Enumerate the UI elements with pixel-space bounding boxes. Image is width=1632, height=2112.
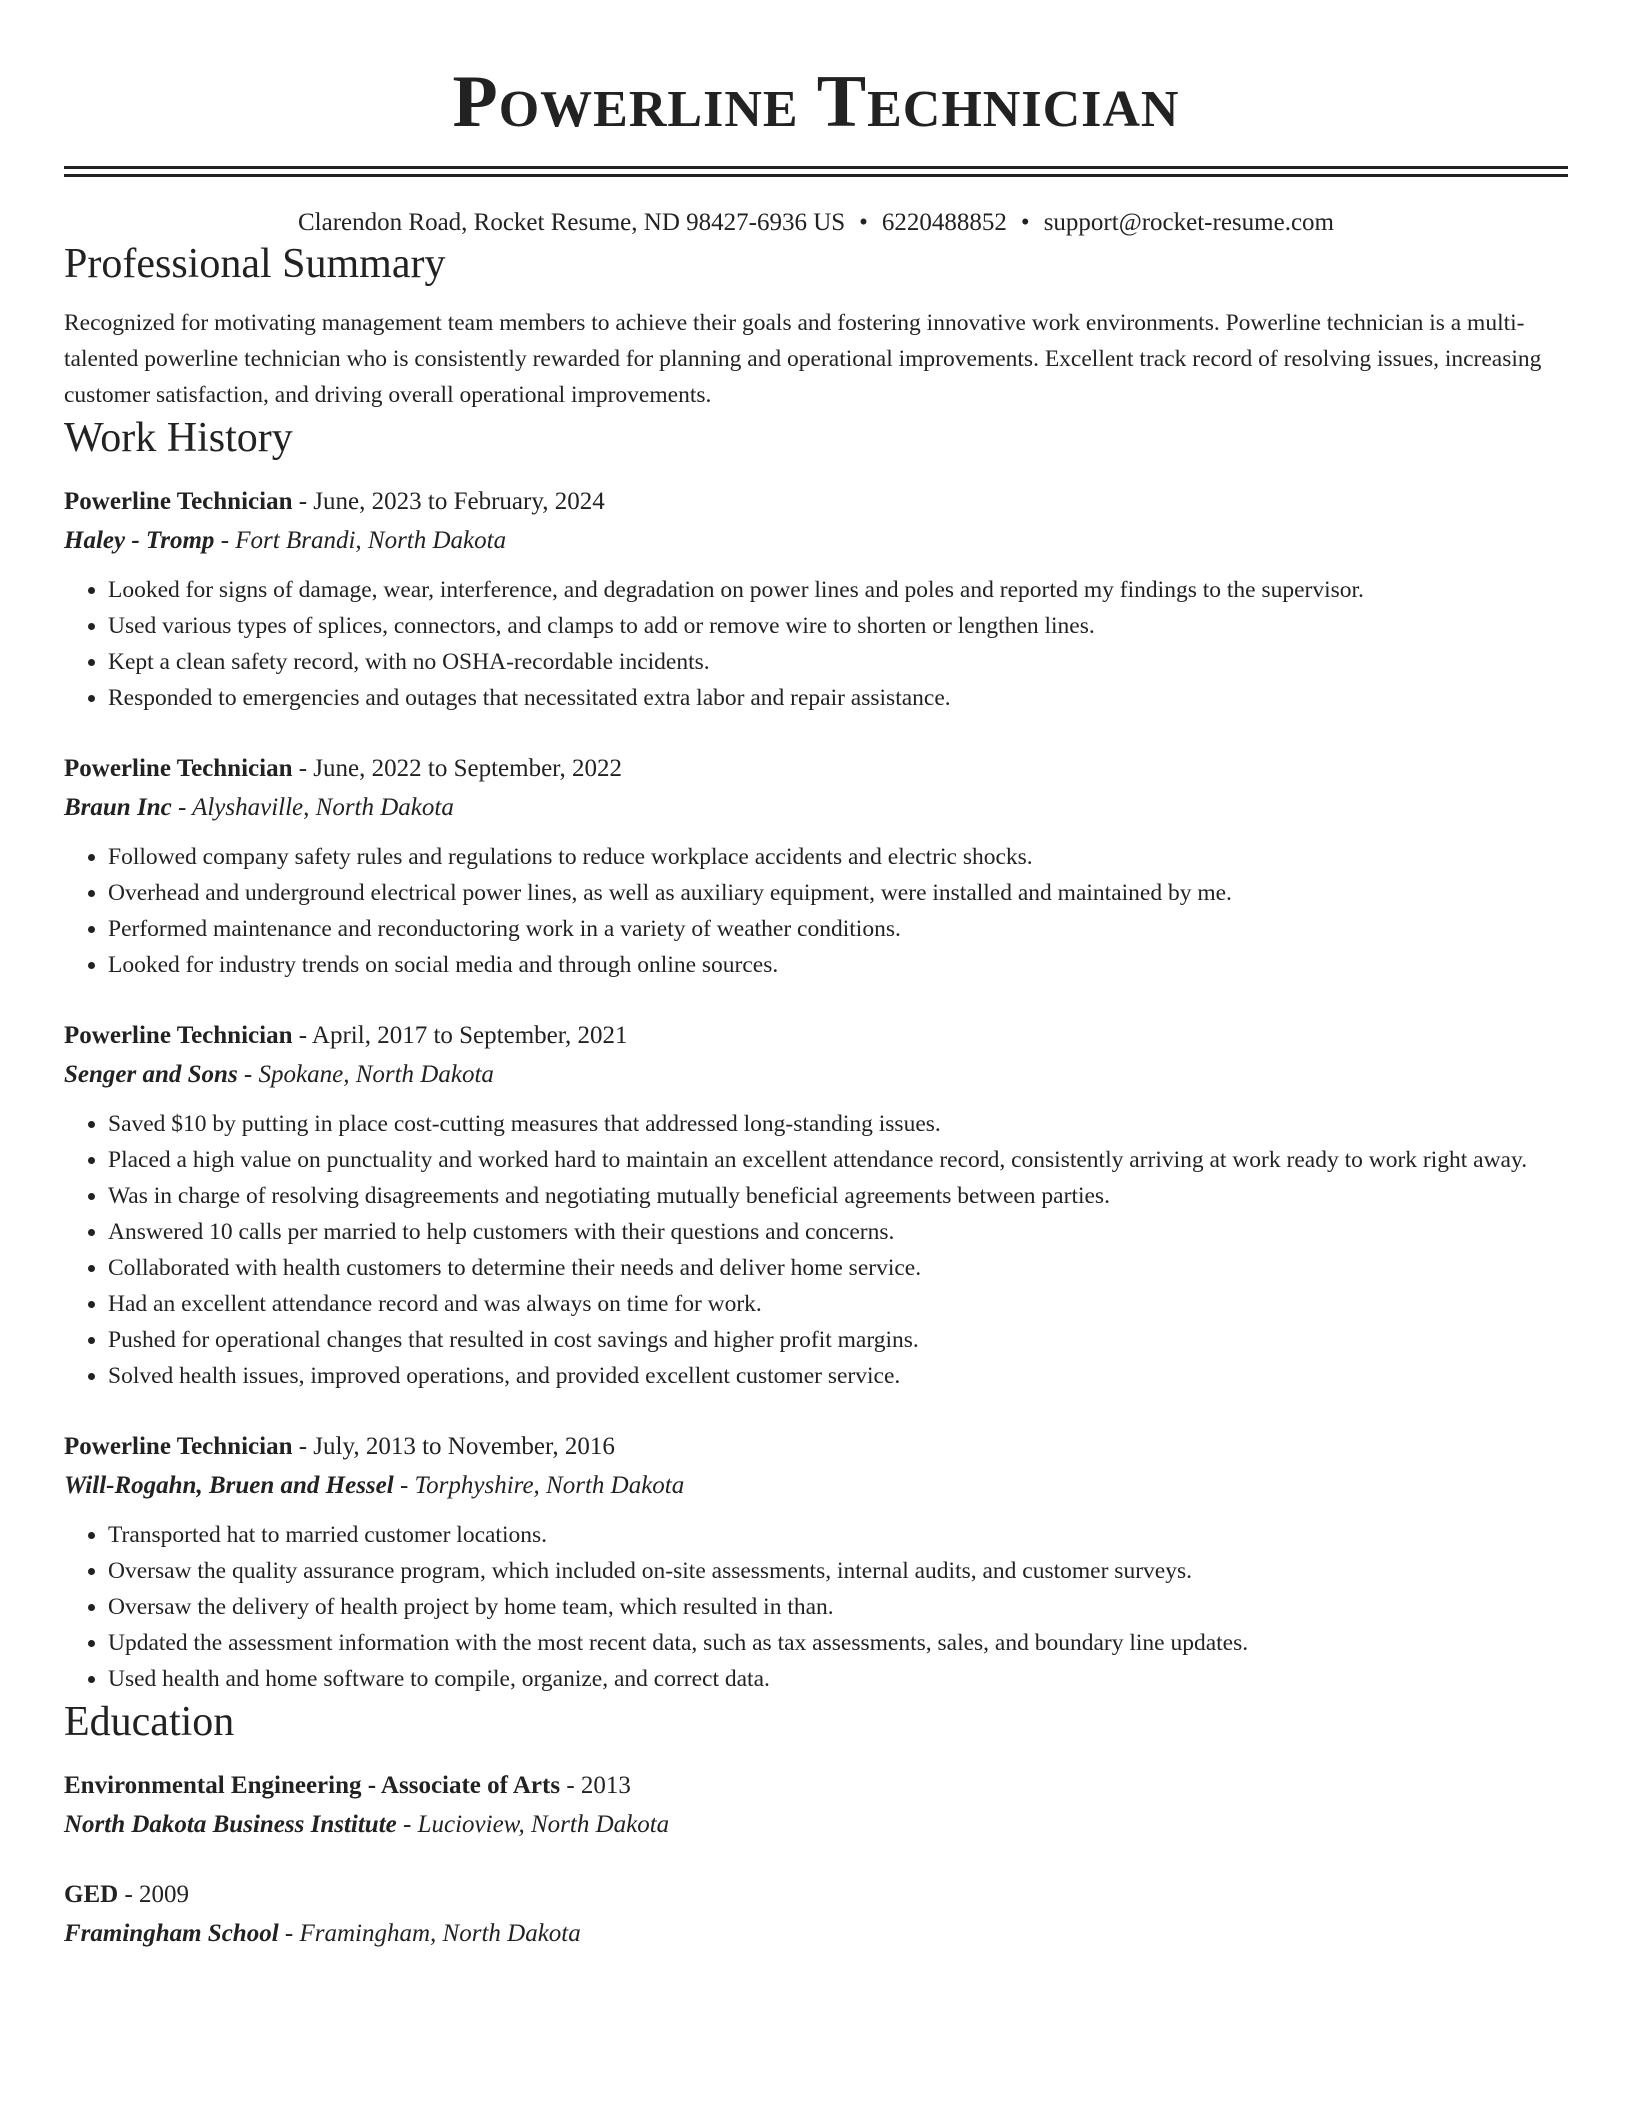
- education-school-line: [64, 1805, 1568, 1844]
- job-bullet: • Saved $10 by putting in place cost-cutting measures that addressed long-standing issues.: [108, 1106, 1568, 1142]
- education-year: - 2009: [118, 1881, 190, 1908]
- job-bullet: • Updated the assessment information with the most recent data, such as tax assessments, sales, and boundary line updates.: [108, 1625, 1568, 1661]
- job-location: - Torphyshire, North Dakota: [393, 1472, 685, 1499]
- job-position: Powerline Technician: [64, 1022, 293, 1049]
- resume-name: Powerline Technician: [452, 61, 1180, 143]
- contact-address: Clarendon Road, Rocket Resume, ND 98427-6936 US: [298, 209, 846, 236]
- education-degree-line: [64, 1876, 1568, 1914]
- education-location: - Lucioview, North Dakota: [396, 1811, 670, 1838]
- job-company-line: [64, 1055, 1568, 1094]
- job-bullet: • Performed maintenance and reconductoring work in a variety of weather conditions.: [108, 911, 1568, 947]
- job-entry: [64, 483, 1568, 716]
- contact-phone: 6220488852: [881, 209, 1007, 236]
- education-location: - Framingham, North Dakota: [278, 1920, 581, 1947]
- job-bullet: • Pushed for operational changes that resulted in cost savings and higher profit margins.: [108, 1322, 1568, 1358]
- summary-text: Recognized for motivating management team members to achieve their goals and fostering innovative work environments. Powerline technician is a multi-talented powerline technician who is consistently rewarded for planning and operational improvements. Excellent track record of resolving issues, increasing customer satisfaction, and driving overall operational improvements.: [64, 310, 1542, 408]
- job-entry: [64, 1428, 1568, 1697]
- job-bullet: • Used various types of splices, connectors, and clamps to add or remove wire to shorten or lengthen lines.: [108, 608, 1568, 644]
- contact-separator: •: [859, 209, 868, 236]
- education-school: Framingham School: [64, 1920, 279, 1947]
- job-bullet: • Had an excellent attendance record and was always on time for work.: [108, 1286, 1568, 1322]
- education-year: - 2013: [560, 1772, 631, 1799]
- job-company: Haley - Tromp: [64, 527, 215, 554]
- job-bullet: • Looked for industry trends on social media and through online sources.: [108, 947, 1568, 983]
- job-bullet: • Answered 10 calls per married to help customers with their questions and concerns.: [108, 1214, 1568, 1250]
- education-school-line: [64, 1914, 1568, 1953]
- job-bullet-list: [64, 572, 1568, 716]
- job-bullet: • Oversaw the delivery of health project by home team, which resulted in than.: [108, 1589, 1568, 1625]
- summary-heading: Professional Summary: [64, 241, 446, 287]
- job-bullet: • Solved health issues, improved operations, and provided excellent customer service.: [108, 1358, 1568, 1394]
- job-location: - Fort Brandi, North Dakota: [214, 527, 507, 554]
- job-company: Braun Inc: [64, 794, 172, 821]
- job-dates: - June, 2023 to February, 2024: [292, 488, 605, 515]
- job-bullet: • Used health and home software to compile, organize, and correct data.: [108, 1661, 1568, 1697]
- job-entry: [64, 750, 1568, 983]
- job-bullet-list: [64, 1106, 1568, 1394]
- contact-email: support@rocket-resume.com: [1043, 209, 1334, 236]
- education-school: North Dakota Business Institute: [64, 1811, 397, 1838]
- job-company: Will-Rogahn, Bruen and Hessel: [64, 1472, 394, 1499]
- contact-line: [64, 207, 1568, 239]
- job-bullet: • Collaborated with health customers to determine their needs and deliver home service.: [108, 1250, 1568, 1286]
- job-title-line: [64, 750, 1568, 788]
- education-entry: [64, 1876, 1568, 1953]
- job-bullet-list: [64, 1517, 1568, 1697]
- job-location: - Spokane, North Dakota: [237, 1061, 494, 1088]
- job-bullet-list: [64, 839, 1568, 983]
- job-company-line: [64, 521, 1568, 560]
- education-heading: Education: [64, 1699, 235, 1745]
- education-degree: GED: [64, 1881, 119, 1908]
- work-history-heading: Work History: [64, 415, 293, 461]
- job-company-line: [64, 788, 1568, 827]
- job-dates: - June, 2022 to September, 2022: [292, 755, 622, 782]
- job-bullet: • Transported hat to married customer locations.: [108, 1517, 1568, 1553]
- job-bullet: • Followed company safety rules and regulations to reduce workplace accidents and electric shocks.: [108, 839, 1568, 875]
- education-degree: Environmental Engineering - Associate of Arts: [64, 1772, 561, 1799]
- header-double-rule: [64, 166, 1568, 177]
- job-company-line: [64, 1466, 1568, 1505]
- job-bullet: • Oversaw the quality assurance program, which included on-site assessments, internal audits, and customer surveys.: [108, 1553, 1568, 1589]
- job-bullet: • Placed a high value on punctuality and worked hard to maintain an excellent attendance record, consistently arriving at work ready to work right away.: [108, 1142, 1568, 1178]
- job-title-line: [64, 1017, 1568, 1055]
- job-position: Powerline Technician: [64, 1433, 293, 1460]
- job-title-line: [64, 483, 1568, 521]
- job-title-line: [64, 1428, 1568, 1466]
- job-bullet: • Overhead and underground electrical power lines, as well as auxiliary equipment, were installed and maintained by me.: [108, 875, 1568, 911]
- job-position: Powerline Technician: [64, 755, 293, 782]
- job-position: Powerline Technician: [64, 488, 293, 515]
- job-dates: - July, 2013 to November, 2016: [292, 1433, 615, 1460]
- job-bullet: • Kept a clean safety record, with no OSHA-recordable incidents.: [108, 644, 1568, 680]
- job-entry: [64, 1017, 1568, 1394]
- job-bullet: • Was in charge of resolving disagreements and negotiating mutually beneficial agreements between parties.: [108, 1178, 1568, 1214]
- job-dates: - April, 2017 to September, 2021: [292, 1022, 628, 1049]
- job-bullet: • Responded to emergencies and outages that necessitated extra labor and repair assistance.: [108, 680, 1568, 716]
- job-company: Senger and Sons: [64, 1061, 238, 1088]
- education-entry: [64, 1767, 1568, 1844]
- contact-separator: •: [1020, 209, 1030, 236]
- job-location: - Alyshaville, North Dakota: [171, 794, 454, 821]
- education-degree-line: [64, 1767, 1568, 1805]
- job-bullet: • Looked for signs of damage, wear, interference, and degradation on power lines and poles and reported my findings to the supervisor.: [108, 572, 1568, 608]
